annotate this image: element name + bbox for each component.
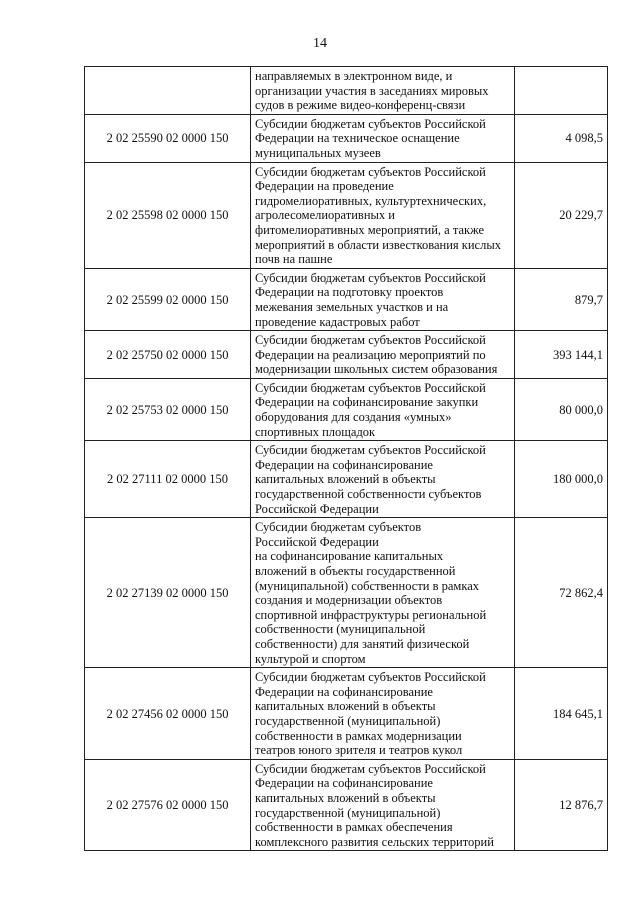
revenue-code-cell: 2 02 25753 02 0000 150 (85, 378, 251, 440)
description-line: агролесомелиоративных и (255, 208, 395, 223)
description-line: Федерации на софинансирование (255, 684, 433, 699)
description-line: Субсидии бюджетам субъектов Российской (255, 333, 486, 348)
description-cell (251, 331, 515, 379)
description-line: Российской Федерации (255, 534, 379, 549)
description-line: государственной собственности субъектов (255, 487, 482, 502)
table-row (85, 759, 608, 851)
description-line: модернизации школьных систем образования (255, 362, 498, 377)
page-number: 14 (313, 36, 327, 51)
description-line: комплексного развития сельских территорий (255, 834, 494, 849)
description-line: Субсидии бюджетам субъектов Российской (255, 164, 486, 179)
revenue-code-cell: 2 02 27576 02 0000 150 (85, 759, 251, 851)
description-line: Федерации на софинансирование (255, 776, 433, 791)
description-line: капитальных вложений в объекты (255, 699, 436, 714)
description-cell (251, 67, 515, 115)
amount-cell: 20 229,7 (515, 162, 608, 268)
revenue-code-cell: 2 02 25590 02 0000 150 (85, 114, 251, 162)
description-line: (муниципальной) собственности в рамках (255, 578, 480, 593)
description-line: Субсидии бюджетам субъектов Российской (255, 270, 486, 285)
revenue-code-cell: 2 02 27111 02 0000 150 (85, 441, 251, 518)
description-cell (251, 378, 515, 440)
table-row (85, 378, 608, 440)
budget-table (84, 66, 608, 851)
description-line: муниципальных музеев (255, 145, 381, 160)
revenue-code-cell: 2 02 25599 02 0000 150 (85, 268, 251, 330)
description-cell (251, 268, 515, 330)
description-cell (251, 759, 515, 851)
description-line: Субсидии бюджетам субъектов Российской (255, 670, 486, 685)
amount-cell: 184 645,1 (515, 668, 608, 760)
amount-cell: 879,7 (515, 268, 608, 330)
description-line: капитальных вложений в объекты (255, 790, 436, 805)
description-cell (251, 114, 515, 162)
table-row (85, 441, 608, 518)
description-line: Федерации на подготовку проектов (255, 285, 444, 300)
description-line: направляемых в электронном виде, и (255, 69, 453, 83)
revenue-code-cell: 2 02 25598 02 0000 150 (85, 162, 251, 268)
amount-cell: 72 862,4 (515, 518, 608, 668)
description-line: Субсидии бюджетам субъектов (255, 520, 422, 535)
description-line: Субсидии бюджетам субъектов Российской (255, 443, 486, 458)
revenue-code-cell: 2 02 27139 02 0000 150 (85, 518, 251, 668)
budget-table-body (85, 67, 608, 851)
description-line: Субсидии бюджетам субъектов Российской (255, 116, 486, 131)
amount-cell: 180 000,0 (515, 441, 608, 518)
description-line: собственности в рамках обеспечения (255, 820, 453, 835)
description-line: капитальных вложений в объекты (255, 472, 436, 487)
description-line: спортивных площадок (255, 424, 376, 439)
description-line: гидромелиоративных, культуртехнических, (255, 193, 487, 208)
revenue-code-cell (85, 67, 251, 115)
table-row (85, 331, 608, 379)
description-line: Субсидии бюджетам субъектов Российской (255, 380, 486, 395)
description-cell (251, 668, 515, 760)
description-line: Федерации на проведение (255, 179, 394, 194)
description-line: Субсидии бюджетам субъектов Российской (255, 761, 486, 776)
description-line: создания и модернизации объектов (255, 593, 443, 608)
description-line: вложений в объекты государственной (255, 564, 456, 578)
amount-cell: 80 000,0 (515, 378, 608, 440)
description-line: государственной (муниципальной) (255, 713, 441, 728)
table-row (85, 162, 608, 268)
description-line: межевания земельных участков и на (255, 299, 449, 314)
description-line: Федерации на софинансирование закупки (255, 395, 479, 410)
table-row (85, 518, 608, 668)
description-line: почв на пашне (255, 252, 333, 267)
description-line: Федерации на реализацию мероприятий по (255, 347, 486, 362)
description-line: спортивной инфраструктуры региональной (255, 607, 487, 622)
description-line: Федерации на софинансирование (255, 457, 433, 472)
description-line: судов в режиме видео-конференц-связи (255, 98, 466, 113)
table-row (85, 114, 608, 162)
revenue-code-cell: 2 02 25750 02 0000 150 (85, 331, 251, 379)
description-line: театров юного зрителя и театров кукол (255, 743, 463, 758)
description-line: Российской Федерации (255, 501, 379, 516)
description-line: оборудования для создания «умных» (255, 410, 452, 425)
description-line: собственности) для занятий физической (255, 636, 470, 651)
description-cell (251, 162, 515, 268)
description-line: государственной (муниципальной) (255, 805, 441, 820)
amount-cell (515, 67, 608, 115)
description-line: собственности в рамках модернизации (255, 728, 462, 743)
description-line: проведение кадастровых работ (255, 314, 420, 329)
table-row (85, 668, 608, 760)
amount-cell: 393 144,1 (515, 331, 608, 379)
description-line: собственности (муниципальной (255, 622, 426, 637)
table-row (85, 268, 608, 330)
amount-cell: 12 876,7 (515, 759, 608, 851)
description-line: на софинансирование капитальных (255, 549, 444, 564)
description-cell (251, 441, 515, 518)
revenue-code-cell: 2 02 27456 02 0000 150 (85, 668, 251, 760)
description-line: культурой и спортом (255, 651, 366, 666)
description-line: организации участия в заседаниях мировых (255, 83, 489, 98)
description-line: Федерации на техническое оснащение (255, 131, 460, 146)
amount-cell: 4 098,5 (515, 114, 608, 162)
description-cell (251, 518, 515, 668)
description-line: мероприятий в области известкования кислых (255, 237, 501, 252)
table-row (85, 67, 608, 115)
description-line: фитомелиоративных мероприятий, а также (255, 222, 485, 237)
